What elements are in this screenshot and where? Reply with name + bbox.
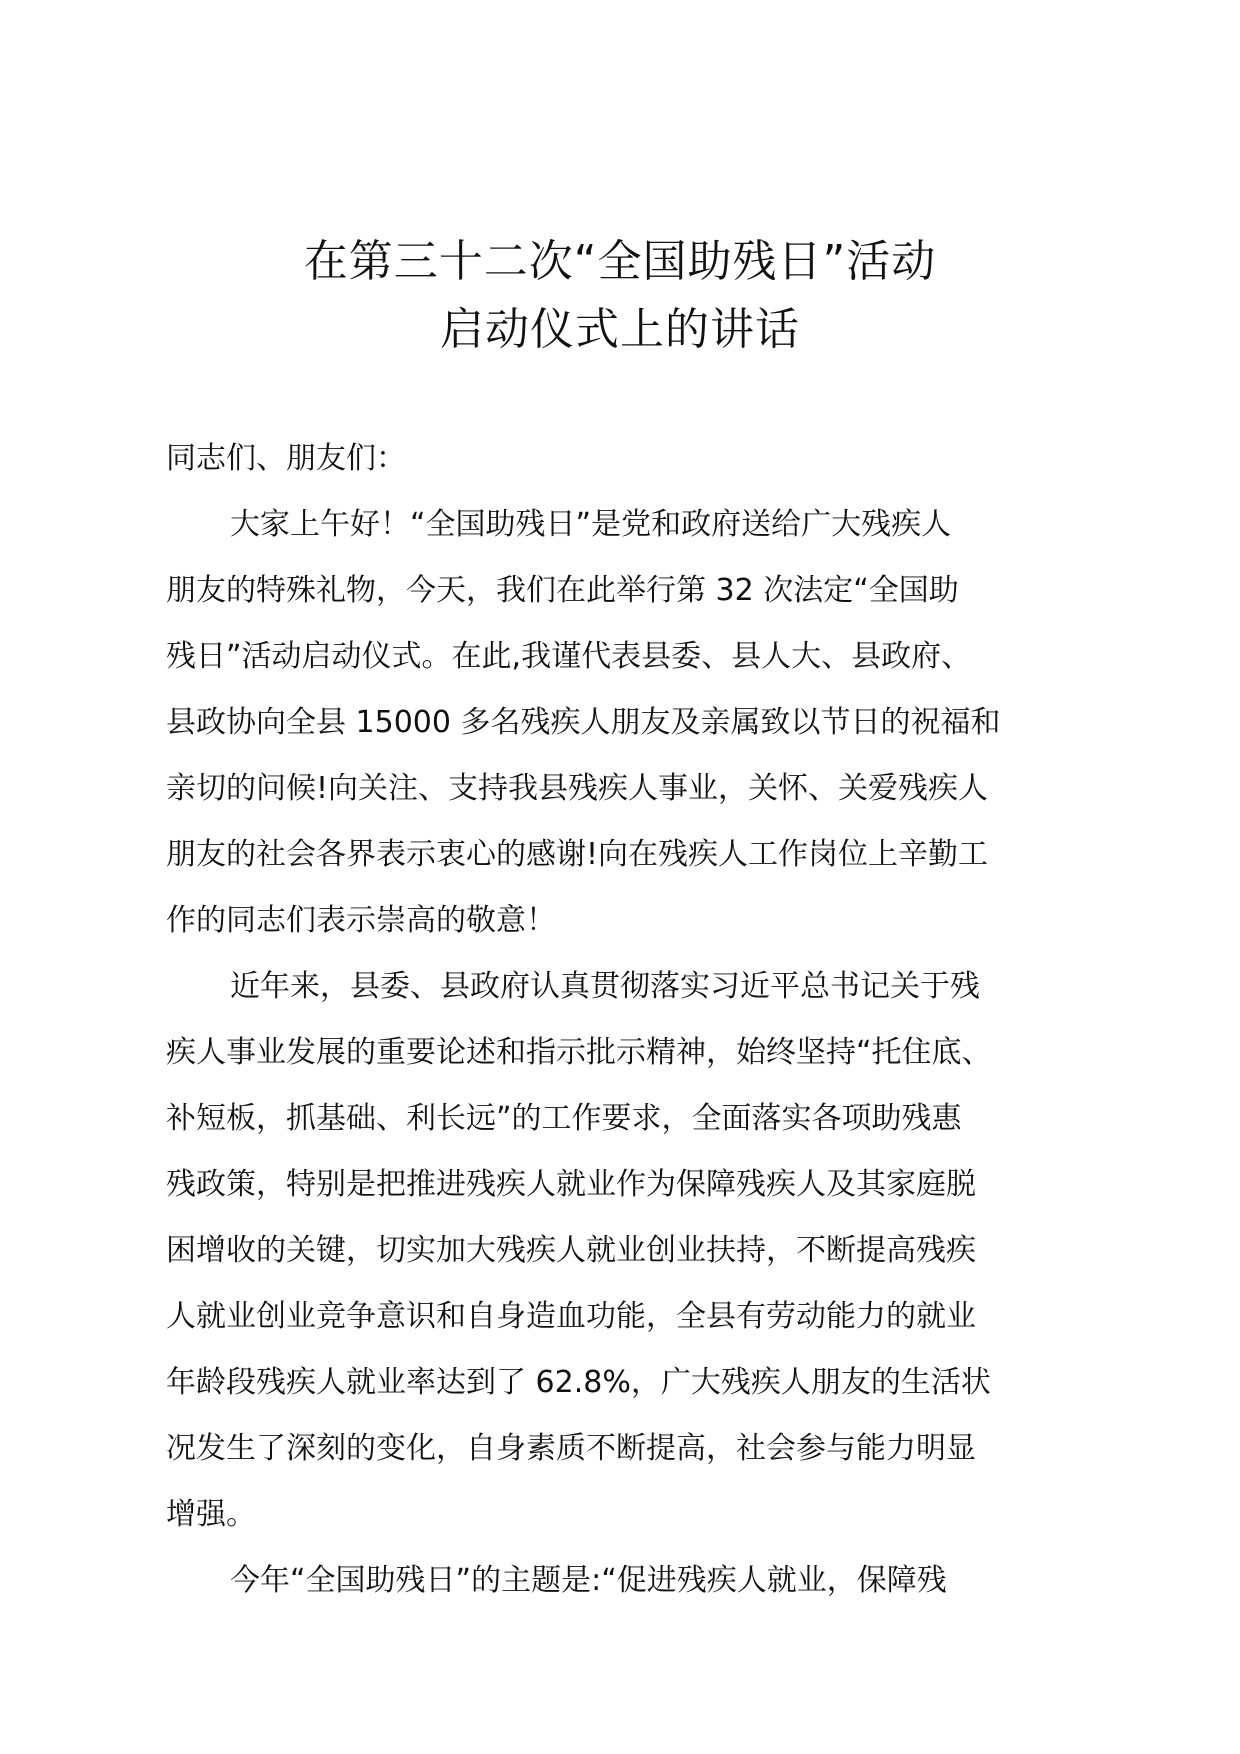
paragraph-1-line-1: 大家上午好！“全国助残日”是党和政府送给广大残疾人 xyxy=(230,507,952,542)
paragraph-2-line-4: 残政策，特别是把推进残疾人就业作为保障残疾人及其家庭脱 xyxy=(166,1167,976,1202)
paragraph-2-line-7: 年龄段残疾人就业率达到了 62.8%，广大残疾人朋友的生活状 xyxy=(166,1365,991,1400)
paragraph-1-line-5: 亲切的问候!向关注、支持我县残疾人事业，关怀、关爱残疾人 xyxy=(166,771,989,806)
paragraph-1-line-7: 作的同志们表示崇高的敬意！ xyxy=(166,903,556,938)
paragraph-2-line-2: 疾人事业发展的重要论述和指示批示精神，始终坚持“托住底、 xyxy=(166,1035,992,1070)
paragraph-2-line-5: 困增收的关键，切实加大残疾人就业创业扶持，不断提高残疾 xyxy=(166,1233,976,1268)
paragraph-1-line-6: 朋友的社会各界表示衷心的感谢!向在残疾人工作岗位上辛勤工 xyxy=(166,837,989,872)
paragraph-2-line-3: 补短板，抓基础、利长远”的工作要求，全面落实各项助残惠 xyxy=(166,1101,962,1136)
paragraph-2-line-6: 人就业创业竞争意识和自身造血功能，全县有劳动能力的就业 xyxy=(166,1299,976,1334)
paragraph-1-line-2: 朋友的特殊礼物，今天，我们在此举行第 32 次法定“全国助 xyxy=(166,573,959,608)
document-body xyxy=(166,426,1088,1614)
paragraph-1-line-4: 县政协向全县 15000 多名残疾人朋友及亲属致以节日的祝福和 xyxy=(166,705,1001,740)
paragraph-2-line-9: 增强。 xyxy=(166,1497,256,1532)
document-title-line-2: 启动仪式上的讲话 xyxy=(440,304,800,355)
paragraph-3-line-1: 今年“全国助残日”的主题是:“促进残疾人就业，保障残 xyxy=(230,1563,947,1598)
paragraph-1-line-3: 残日”活动启动仪式。在此,我谨代表县委、县人大、县政府、 xyxy=(166,639,972,674)
document-title-line-1: 在第三十二次“全国助残日”活动 xyxy=(303,236,937,287)
paragraph-2-line-8: 况发生了深刻的变化，自身素质不断提高，社会参与能力明显 xyxy=(166,1431,976,1466)
paragraph-2-line-1: 近年来，县委、县政府认真贯彻落实习近平总书记关于残 xyxy=(230,969,980,1004)
salutation: 同志们、朋友们： xyxy=(166,441,406,476)
